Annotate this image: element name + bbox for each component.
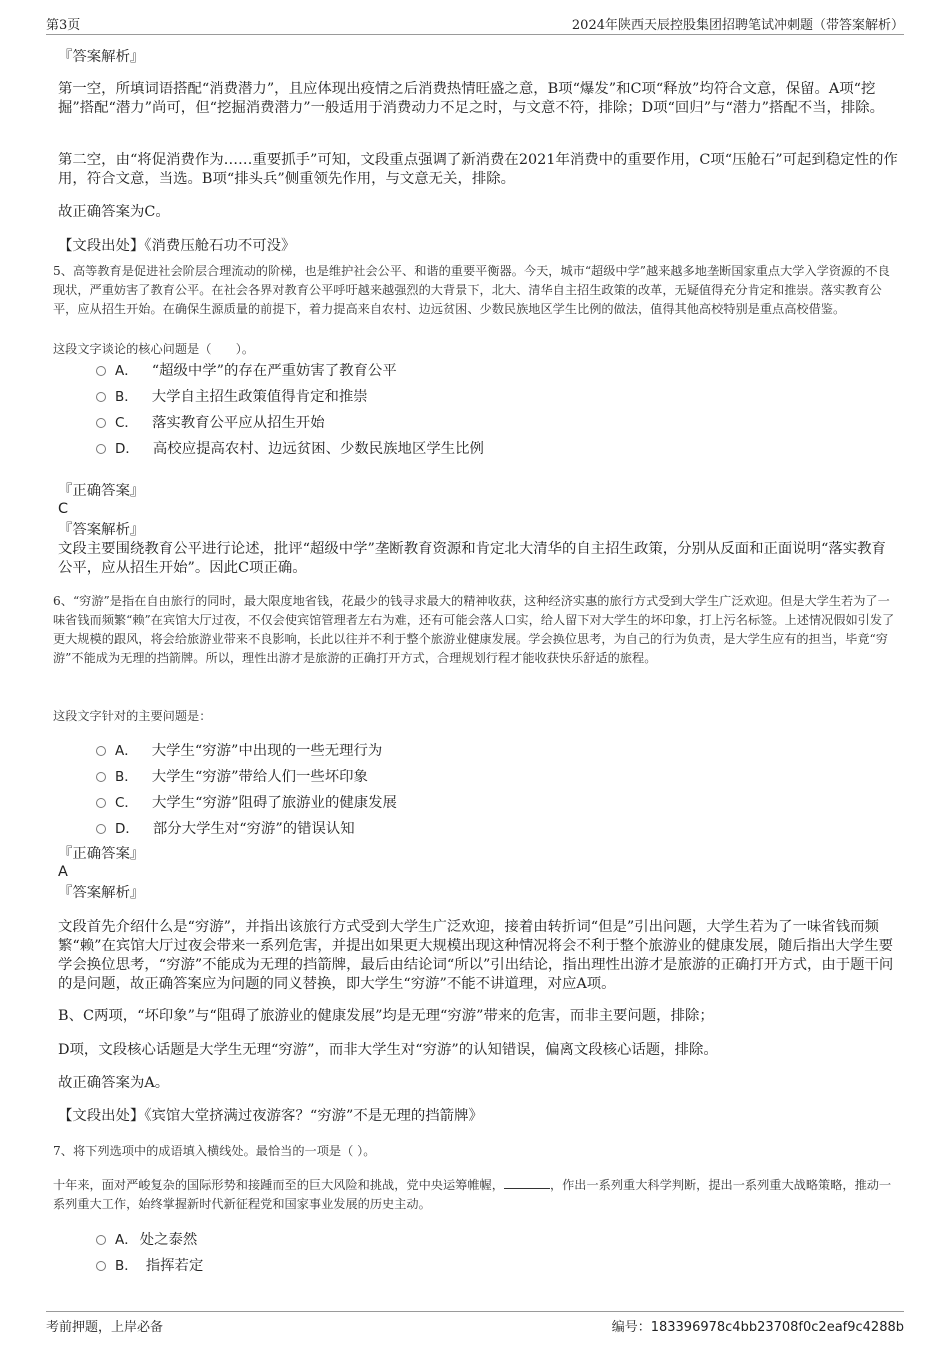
- q7-option-b[interactable]: [96, 1256, 203, 1276]
- q6-question: 这段文字针对的主要问题是：: [53, 709, 212, 723]
- option-text: 部分大学生对“穷游”的错误认知: [152, 821, 355, 837]
- q5-option-b[interactable]: [96, 387, 368, 407]
- radio-icon[interactable]: [96, 1235, 106, 1245]
- option-text: 大学生“穷游”带给人们一些坏印象: [151, 769, 368, 785]
- radio-icon[interactable]: [96, 418, 106, 428]
- q6-option-d[interactable]: [96, 819, 355, 839]
- q7-passage: [53, 1176, 898, 1214]
- radio-icon[interactable]: [96, 746, 106, 756]
- q4-analysis-para1: 第一空，所填词语搭配“消费潜力”，且应体现出疫情之后消费热情旺盛之意，B项“爆发”和C项“释放”均符合文意，保留。A项“挖掘”搭配“潜力”尚可，但“挖掘消费潜力”一般适用于消费动力不足之时，与文意不符，排除；D项“回归”与“潜力”搭配不当，排除。: [58, 81, 885, 116]
- q7-passage-before: 十年来，面对严峻复杂的国际形势和接踵而至的巨大风险和挑战，党中央运筹帷幄，: [53, 1178, 504, 1192]
- option-letter: B．: [115, 389, 138, 405]
- option-letter: B．: [115, 1258, 138, 1274]
- page-number: 第3页: [46, 18, 81, 33]
- option-text: 指挥若定: [145, 1258, 204, 1274]
- q6-correct-label: 『正确答案』: [58, 846, 145, 862]
- q6-option-b[interactable]: [96, 767, 368, 787]
- option-text: 落实教育公平应从招生开始: [151, 415, 325, 431]
- q5-analysis: 文段主要围绕教育公平进行论述，批评“超级中学”垄断教育资源和肯定北大清华的自主招生政策，分别从反面和正面说明“落实教育公平，应从招生开始”。因此C项正确。: [58, 541, 886, 576]
- q5-analysis-label: 『答案解析』: [58, 522, 145, 538]
- q6-analysis-para1: 文段首先介绍什么是“穷游”，并指出该旅行方式受到大学生广泛欢迎，接着由转折词“但是”引出问题，大学生若为了一味省钱而频繁“赖”在宾馆大厅过夜会带来一系列危害，并提出如果更大规模出现这种情况将会不利于整个旅游业的健康发展，随后指出大学生要学会换位思考，“穷游”不能成为无理的挡箭牌，最后由结论词“所以”引出结论，指出理性出游才是旅游的正确打开方式，由于题干问的是问题，故正确答案应为问题的同义替换，即大学生“穷游”不能不讲道理，对应A项。: [58, 919, 894, 992]
- q5-answer: C: [58, 501, 69, 517]
- q5-question: 这段文字谈论的核心问题是（ ）。: [53, 342, 255, 356]
- q5-stem: 5、高等教育是促进社会阶层合理流动的阶梯，也是维护社会公平、和谐的重要平衡器。今天，城市“超级中学”越来越多地垄断国家重点大学入学资源的不良现状，严重妨害了教育公平。在社会各界对教育公平呼吁越来越强烈的大背景下，北大、清华自主招生政策的改革，无疑值得充分肯定和推崇。落实教育公平，应从招生开始。在确保生源质量的前提下，着力提高来自农村、边远贫困、少数民族地区学生比例的做法，值得其他高校特别是重点高校借鉴。: [53, 264, 890, 316]
- document-title: 2024年陕西天辰控股集团招聘笔试冲刺题（带答案解析）: [571, 18, 904, 33]
- q7-option-a[interactable]: [96, 1230, 197, 1250]
- footer-slogan: 考前押题，上岸必备: [46, 1320, 164, 1335]
- code-value: 183396978c4bb23708f0c2eaf9c4288b: [650, 1320, 904, 1335]
- page-header: [46, 14, 904, 35]
- q4-analysis-para2: 第二空，由“将促消费作为……重要抓手”可知，文段重点强调了新消费在2021年消费中的重要作用，C项“压舱石”可起到稳定性的作用，符合文意，当选。B项“排头兵”侧重领先作用，与文意无关，排除。: [58, 152, 898, 187]
- option-text: 大学生“穷游”中出现的一些无理行为: [151, 743, 383, 759]
- radio-icon[interactable]: [96, 824, 106, 834]
- option-letter: A．: [115, 743, 138, 759]
- radio-icon[interactable]: [96, 444, 106, 454]
- page-footer: [46, 1311, 904, 1334]
- q6-stem: 6、“穷游”是指在自由旅行的同时，最大限度地省钱，花最少的钱寻求最大的精神收获，这种经济实惠的旅行方式受到大学生广泛欢迎。但是大学生若为了一味省钱而频繁“赖”在宾馆大厅过夜，不仅会使宾馆管理者左右为难，还有可能会落人口实，给人留下对大学生的坏印象，打上污名标签。上述情况假如引发了更大规模的跟风，将会给旅游业带来不良影响，长此以往并不利于整个旅游业健康发展。学会换位思考，为自己的行为负责，是大学生应有的担当，毕竟“穷游”不能成为无理的挡箭牌。所以，理性出游才是旅游的正确打开方式，合理规划行程才能收获快乐舒适的旅程。: [53, 594, 895, 665]
- q4-analysis-label: 『答案解析』: [58, 49, 145, 65]
- option-text: 高校应提高农村、边远贫困、少数民族地区学生比例: [152, 441, 484, 457]
- option-letter: D．: [115, 441, 139, 457]
- option-letter: C．: [115, 415, 138, 431]
- radio-icon[interactable]: [96, 366, 106, 376]
- q6-analysis-label: 『答案解析』: [58, 885, 145, 901]
- q6-analysis-para2: B、C两项，“坏印象”与“阻碍了旅游业的健康发展”均是无理“穷游”带来的危害，而非主要问题，排除；: [58, 1008, 714, 1024]
- code-label: 编号：: [611, 1320, 651, 1335]
- q4-conclusion: 故正确答案为C。: [58, 204, 170, 220]
- option-letter: A．: [115, 1232, 138, 1248]
- q5-correct-label: 『正确答案』: [58, 483, 145, 499]
- q7-passage-after: ，作出一系列重大科学判断，提出一系列重大战略策略，推动一系列重大工作，始终掌握新时代新征程党和国家事业发展的历史主动。: [53, 1178, 892, 1211]
- q6-source: 【文段出处】《宾馆大堂挤满过夜游客？“穷游”不是无理的挡箭牌》: [58, 1108, 483, 1124]
- q4-source: 【文段出处】《消费压舱石功不可没》: [58, 238, 296, 254]
- option-text: 处之泰然: [139, 1232, 198, 1248]
- option-text: “超级中学”的存在严重妨害了教育公平: [151, 363, 397, 379]
- q6-conclusion: 故正确答案为A。: [58, 1075, 170, 1091]
- option-letter: A．: [115, 363, 138, 379]
- q5-option-a[interactable]: [96, 361, 397, 381]
- option-letter: C．: [115, 795, 138, 811]
- option-letter: B．: [115, 769, 138, 785]
- radio-icon[interactable]: [96, 392, 106, 402]
- radio-icon[interactable]: [96, 772, 106, 782]
- q5-option-c[interactable]: [96, 413, 325, 433]
- q5-option-d[interactable]: [96, 439, 484, 459]
- radio-icon[interactable]: [96, 1261, 106, 1271]
- q6-option-c[interactable]: [96, 793, 397, 813]
- q6-option-a[interactable]: [96, 741, 382, 761]
- radio-icon[interactable]: [96, 798, 106, 808]
- option-letter: D．: [115, 821, 139, 837]
- q6-answer: A: [58, 864, 68, 880]
- q7-stem: 7、将下列选项中的成语填入横线处。最恰当的一项是（ ）。: [53, 1144, 376, 1158]
- document-code: [612, 1316, 904, 1335]
- fill-blank: [504, 1177, 550, 1189]
- option-text: 大学生“穷游”阻碍了旅游业的健康发展: [151, 795, 397, 811]
- option-text: 大学自主招生政策值得肯定和推崇: [151, 389, 368, 405]
- q6-analysis-para3: D项，文段核心话题是大学生无理“穷游”，而非大学生对“穷游”的认知错误，偏离文段核心话题，排除。: [58, 1042, 718, 1058]
